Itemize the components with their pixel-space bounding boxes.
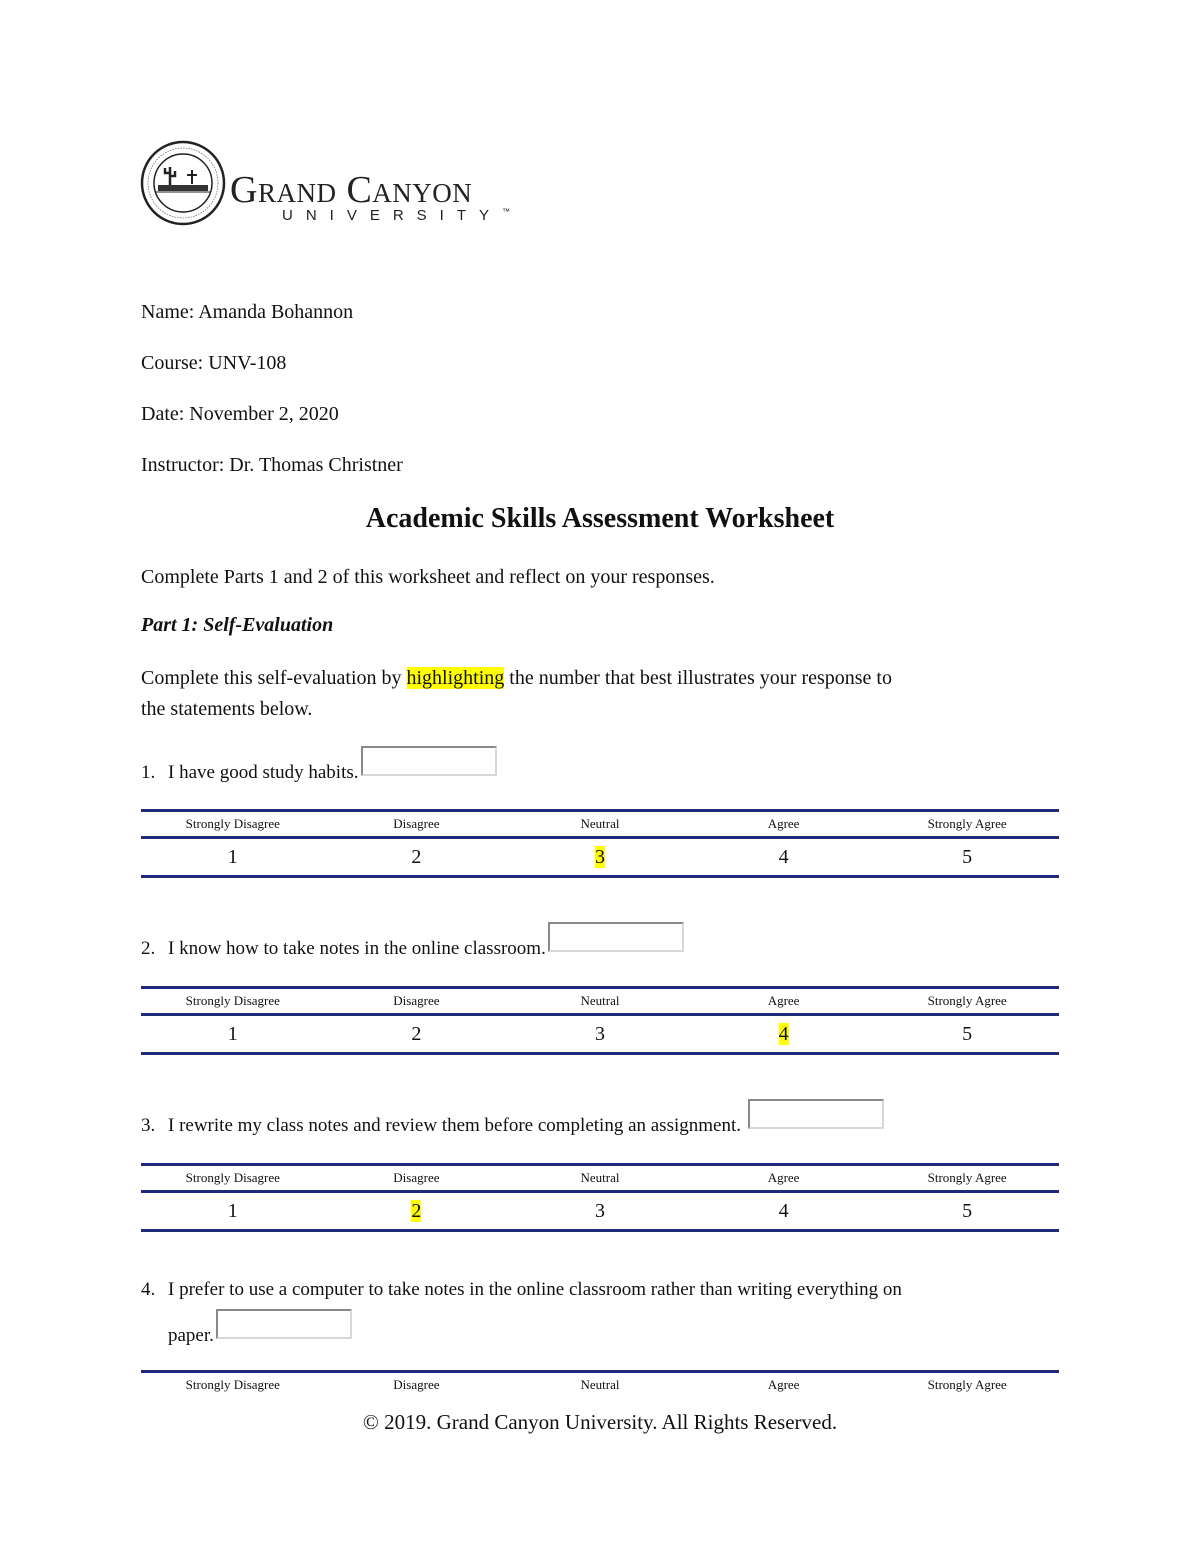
- course: Course: UNV-108: [141, 352, 287, 374]
- scale-value-1[interactable]: 1: [227, 1199, 238, 1222]
- scale-value-2[interactable]: 2: [411, 1199, 422, 1222]
- scale-values: [141, 1193, 1059, 1232]
- university-seal-icon: [140, 140, 226, 226]
- scale-label: Disagree: [393, 816, 440, 831]
- scale-labels: [141, 986, 1059, 1016]
- scale-value-4[interactable]: 4: [778, 1199, 789, 1222]
- scale-value-4[interactable]: 4: [778, 845, 789, 868]
- rating-scale-1: [141, 809, 1059, 878]
- copyright-footer: © 2019. Grand Canyon University. All Rights Reserved.: [362, 1410, 838, 1434]
- logo-subwordmark: UNIVERSITY™: [282, 207, 511, 224]
- answer-box-3[interactable]: [748, 1099, 884, 1129]
- scale-label: Neutral: [580, 993, 620, 1008]
- scale-label: Disagree: [393, 1170, 440, 1185]
- highlight-word: highlighting: [406, 667, 505, 689]
- scale-labels: [141, 809, 1059, 839]
- question-3: 3. I rewrite my class notes and review them before completing an assignment.: [141, 1099, 884, 1137]
- scale-values: [141, 1016, 1059, 1055]
- scale-value-3[interactable]: 3: [594, 1199, 605, 1222]
- scale-label: Agree: [767, 993, 800, 1008]
- question-4-line2: paper.: [168, 1309, 352, 1347]
- rating-scale-2: [141, 986, 1059, 1055]
- scale-label: Strongly Agree: [927, 816, 1007, 831]
- scale-values: [141, 839, 1059, 878]
- scale-label: Agree: [767, 816, 800, 831]
- logo-wordmark: Grand Canyon: [230, 169, 473, 211]
- scale-value-1[interactable]: 1: [227, 845, 238, 868]
- scale-value-5[interactable]: 5: [962, 1199, 973, 1222]
- question-1: 1. I have good study habits.: [141, 746, 497, 784]
- scale-value-5[interactable]: 5: [962, 1022, 973, 1045]
- answer-box-2[interactable]: [548, 922, 684, 952]
- scale-value-2[interactable]: 2: [411, 1022, 422, 1045]
- scale-label: Strongly Disagree: [185, 993, 280, 1008]
- university-logo: [140, 140, 520, 230]
- scale-label: Strongly Agree: [927, 1170, 1007, 1185]
- scale-labels: [141, 1163, 1059, 1193]
- scale-label: Strongly Disagree: [185, 816, 280, 831]
- scale-value-4[interactable]: 4: [778, 1022, 789, 1045]
- question-2: 2. I know how to take notes in the online classroom.: [141, 922, 684, 960]
- student-name: Name: Amanda Bohannon: [141, 301, 354, 323]
- question-4: 4. I prefer to use a computer to take notes in the online classroom rather than writing everything on: [141, 1279, 902, 1300]
- scale-label: Neutral: [580, 816, 620, 831]
- instructor: Instructor: Dr. Thomas Christner: [141, 454, 403, 476]
- scale-label: Disagree: [393, 1377, 440, 1392]
- intro-text: Complete Parts 1 and 2 of this worksheet and reflect on your responses.: [141, 566, 715, 588]
- scale-label: Neutral: [580, 1170, 620, 1185]
- scale-value-2[interactable]: 2: [411, 845, 422, 868]
- date: Date: November 2, 2020: [141, 403, 339, 425]
- scale-value-1[interactable]: 1: [227, 1022, 238, 1045]
- answer-box-1[interactable]: [361, 746, 497, 776]
- scale-value-3[interactable]: 3: [594, 845, 605, 868]
- part1-heading: Part 1: Self-Evaluation: [141, 614, 334, 636]
- scale-value-5[interactable]: 5: [962, 845, 973, 868]
- scale-label: Strongly Agree: [927, 1377, 1007, 1392]
- scale-label: Neutral: [580, 1377, 620, 1392]
- part1-instructions-line2: the statements below.: [141, 698, 313, 720]
- page-title: Academic Skills Assessment Worksheet: [365, 503, 835, 534]
- part1-instructions: Complete this self-evaluation by highlighting the number that best illustrates your response to: [141, 667, 892, 689]
- rating-scale-4: [141, 1370, 1059, 1397]
- scale-labels: [141, 1370, 1059, 1397]
- rating-scale-3: [141, 1163, 1059, 1232]
- scale-value-3[interactable]: 3: [594, 1022, 605, 1045]
- scale-label: Agree: [767, 1377, 800, 1392]
- scale-label: Strongly Disagree: [185, 1377, 280, 1392]
- scale-label: Strongly Agree: [927, 993, 1007, 1008]
- scale-label: Strongly Disagree: [185, 1170, 280, 1185]
- scale-label: Disagree: [393, 993, 440, 1008]
- answer-box-4[interactable]: [216, 1309, 352, 1339]
- scale-label: Agree: [767, 1170, 800, 1185]
